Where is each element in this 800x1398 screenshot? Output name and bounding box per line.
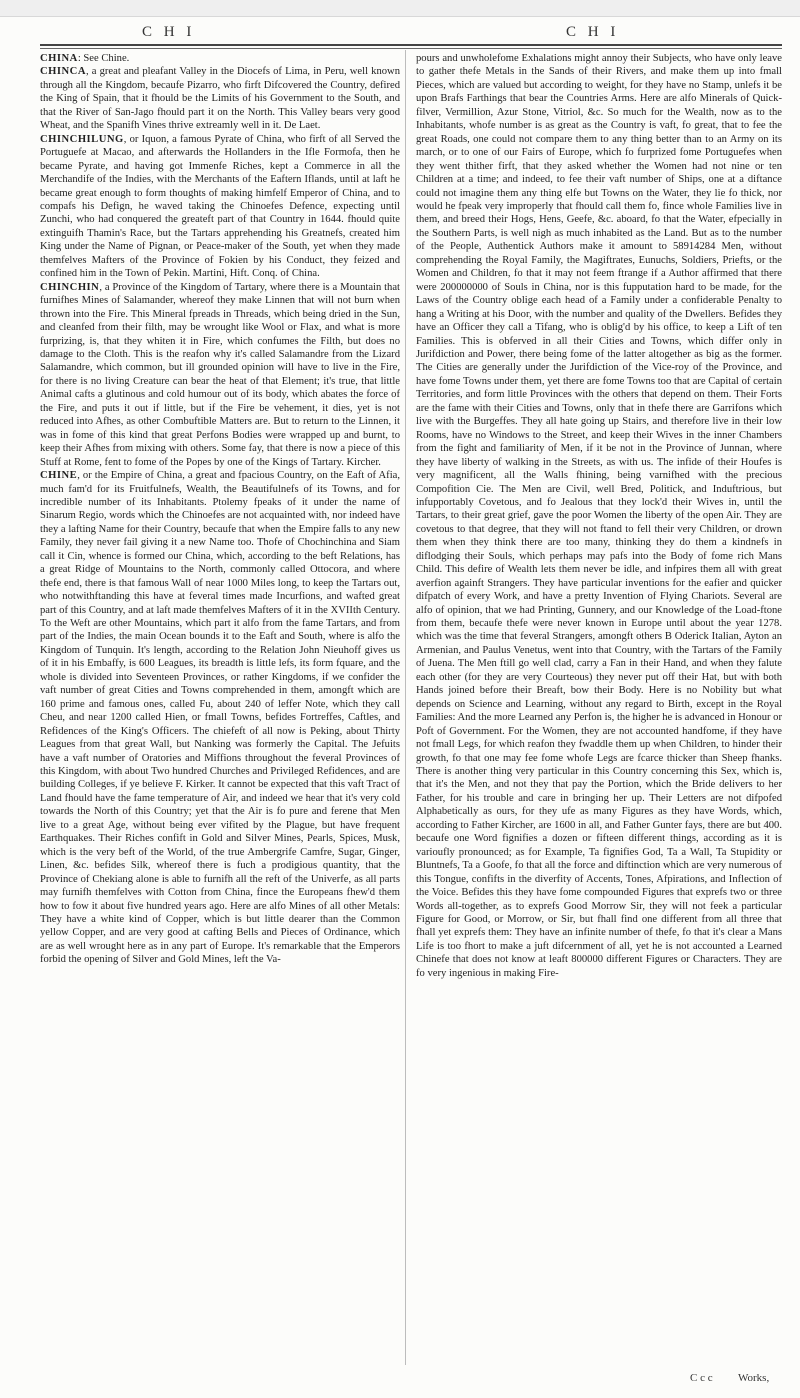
- entry-text: , or Iquon, a famous Pyrate of China, who firft of all Served the Portuguefe at Macao, and afterwards the Hollanders in the Ifle Formofa, then he became Pyrate, and having got Immenfe Riches, kept a Commerce in all the Merchandife of the Indies, with the Merchants of the Eaftern Iflands, until at laft he became great enough to form thoughts of making himfelf Emperor of China, and to compafs his Defign, he waved taking the Chinoefes Defence, expecting until Zunchi, who had conquered the greateft part of that Country in 1644. fhould quite extinguifh Thamin's Race, but the Tartars apprehending his Greatnefs, created him King under the Name of Pignan, or Peace-maker of the South, yet when they made themfelves Mafters of the Province of Fokien by his Conduct, they feized and confined him in the Town of Pekin. Martini, Hift. Conq. of China.: [40, 133, 400, 280]
- entry-chine-continued: [416, 52, 782, 980]
- entry-headword: CHINCHILUNG: [40, 133, 124, 145]
- scan-top-edge: [0, 0, 800, 17]
- entry-chine: [40, 469, 400, 967]
- running-head-right: C H I: [566, 24, 620, 40]
- header-rule: [40, 44, 782, 46]
- entry-headword: CHINCHIN: [40, 281, 100, 293]
- header-rule-thin: [40, 48, 782, 49]
- entry-china: [40, 52, 400, 65]
- entry-text: , or the Empire of China, a great and fpacious Country, on the Eaft of Afia, much fam'd for its Fruitfulnefs, Wealth, the Beautifulnefs of its Towns, and for incredible number of its Inhabitants. Ptolemy fpeaks of it under the name of Sinarum Regio, words which the Chinoefes are not acquainted with, nor indeed have they a lafting Name for their Country, becaufe that when the Empire falls to any new Family, they never fail giving it a new Name too. Thofe of Chochinchina and Siam call it Cin, whence is formed our China, which, according to the beft Relations, has a great Ridge of Mountains to the North, commonly called Ottocora, and where thefe end, there is that famous Wall of near 1000 Miles long, to keep the Tartars out, who notwithftanding this have at feveral times made Incurfions, and wafted great part of this Country, and at laft made themfelves Mafters of it in the XVIIth Century. To the Weft are other Mountains, which part it alfo from the fame Tartars, and from part of the Indies, the main Ocean bounds it to the Eaft and South, where is alfo the Kingdom of Tunquin. It's length, according to the Relation John Nieuhoff gives us of it in his Embaffy, is 600 Leagues, its breadth is little lefs, its form fquare, and the whole is divided into Seventeen Provinces, or rather Kingdoms, if we confider the vaft number of great Cities and Towns comprehended in them, amongft which are 160 prime and famous ones, called Fu, about 240 of leffer Note, which they call Cheu, and near 1200 called Hien, or fmall Towns, befides Fortreffes, Caftles, and Refidences of the King's Officers. The chiefeft of all now is Peking, about Thirty Leagues from that great Wall, but Nanking was formerly the Capital. The Jefuits have a vaft number of Oratories and Miffions throughout the feveral Provinces of this Kingdom, with about Two hundred Churches and Privileged Refidences, and are building Colleges, if ye believe F. Kirker. It cannot be expected that this vaft Tract of Land fhould have the fame temperature of Air, and indeed we hear that it's very cold towards the North of this Country; yet that the Air is fo pure and ferene that Men live to a great Age, without being ever vifited by the Plague, but have frequent Earthquakes. Their Riches confift in Gold and Silver Mines, Pearls, Spices, Musk, which is the very beft of the World, of the true Ambergrife Camfre, Sugar, Ginger, Linen, &c. befides Silk, whereof there is fuch a prodigious quantity, that the Province of Chekiang alone is able to furnifh all the reft of the Univerfe, as all parts may furnifh themfelves with Cotton from China, fince the Europeans fhew'd them how to fow it about five hundred years ago. Here are alfo Mines of all other Metals: They have a white kind of Copper, which is but little dearer than the Common yellow Copper, and are very good at cafting Bells and Pieces of Ordinance, which are as well wrought here as in any part of Europe. It's remarkable that the Emperors forbid the opening of Silver and Gold Mines, left the Va-: [40, 470, 400, 966]
- entry-text: , a great and pleafant Valley in the Diocefs of Lima, in Peru, well known through all the Kingdom, becaufe Pizarro, who firft Difcovered the Country, defired the King of Spain, that it fhould be the Limits of his Government to the South, and that the River of San-Jago fhould part it on the North. This Valley bears very good Wheat, and the Spanifh Vines thrive extreamly well in it. De Laet.: [40, 66, 400, 132]
- entry-headword: CHINE: [40, 470, 78, 482]
- entry-text: pours and unwholefome Exhalations might annoy their Subjects, who have only leave to gather thefe Metals in the Sands of their Rivers, and make them up into fmall Pieces, which are valued but according to weight, for they have no Stamp, unlefs it be upon Brafs Farthings that bear the Countries Arms. Here are alfo Minerals of Quick-filver, Vermillion, Azur Stone, Vitriol, &c. So much for the Wealth, now as to the Inhabitants, whofe number is as great as the Country is vaft, fo great, that to fee the great Roads, one could not compare them to any thing better than to an Army on its march, or to one of our Fairs of Europe, which fo furprized fome Portuguefes when they went thither firft, that they asked whether the Women had not nine or ten Children at a time; and indeed, to fee their vaft number of Ships, one at a diftance could not imagine them any thing elfe but Towns on the Water, they lie fo thick, nor would he fpeak very improperly that fhould call them fo, fince whole Families live in them, and breed their Hogs, Hens, Geefe, &c. aboard, fo that the Water, efpecially in the Southern Parts, is well nigh as much inhabited as the Land. But as to the number of the People, Authentick Authors make it amount to 58914284 Men, without comprehending the Royal Family, the Magiftrates, Eunuchs, Soldiers, Priefts, or the Women and Children, fo that it may not feem ftrange if a Author affirmed that there were 200000000 of Souls in China, nor is this fupputation hard to be made, for the Laws of the Country oblige each head of a Family under a confiderable Penalty to hang a Writing at his Door, with the number and quality of the Dwellers. Befides they have an Officer they call a Tifang, who is oblig'd by his office, to keep a Lift of ten Families. This is obferved in all their Cities and Towns, which differ only in Jurifdiction and Power, there being fome of the latter altogether as big as the former. The Cities are generally under the Jurifdiction of the Vice-roy of the Province, and have fome Towns under them, yet there are fome Towns too that are Capital of certain Territories, and form little Provinces with the others that depend on them. Their Forts are the fame with their Cities and Towns, only that in thefe there are Garrifons which live with the Burgeffes. They all hate going up Stairs, and therefore live in their low Rooms, have no Windows to the Street, and keep their Wives in the inner Chambers from the fight and familiarity of Men, if it be not in the Province of Junnan, where they have liberty of walking in the Streets, as with us. The infide of their Houfes is very magnificent, all the Walls fhining, being varnifhed with the precious Compofition Cie. The Men are Civil, well Bred, Politick, and Induftrious, but infupportably Covetous, and fo Jealous that they lock'd their Wives in, until the Tartars, to their great grief, gave the poor Women the liberty of the open Air. They are covetous to that degree, that they will not ftand to fell their very Children, or drown them when they think there are too many, thinking they do them a kindnefs in diflodging their Souls, which perhaps may pafs into the Body of fome rich Mans Child. This defire of Wealth lets them never be idle, and infpires them all with great averfion againft Strangers. They have particular inventions for the eafier and quicker difpatch of every Work, and have a pretty Invention of Flying Chariots. Several are alfo of opinion, that we had Printing, Gunnery, and our Knowledge of the Load-ftone from them, becaufe thefe were never known in Europe until about the year 1278. which was the time that feveral Strangers, amongft others B Oderick Italian, Ayton an Armenian, and Paulus Venetus, went into that Country, with the Tartars of the Family of Juena. The Men ftill go well clad, carry a Fan in their Hand, and when they falute each other (for they are very Courteous) they never put off their Hat, but with both Hands joined before their Breaft, bow their Body. Here is no Nobility but what depends on Science and Learning, without any regard to Birth, except in the Royal Families: And the more Learned any Perfon is, the higher he is advanced in Honour or Poft of Government. For the Women, they are not accounted handfome, if they have not fmall Legs, for which reafon they fwaddle them up when Children, to hinder their growth, fo that one may fee fome whofe Legs are fcarce thicker than Sheep fhanks. There is another thing very particular in this Country concerning this Sex, which is, that it's the Men, and not they that pay the Portion, which the Bride delivers to her Father, for his trouble and care in bringing her up. Their Letters are not difpofed Alphabetically as ours, for they ufe as many Figures as they have Words, which, according to Father Kircher, are 1600 in all, and Father Gunter fays, there are but 400. becaufe one Word fignifies a dozen or fifteen different things, according as it is varioufly pronounced; as for Example, Ta fignifies God, Ta a Wall, Ta Stupidity or Bluntnefs, Ta a Goofe, fo that all the force and diftinction which are very numerous of this Tongue, confifts in the diverfity of Accents, Tones, Afpirations, and Inflection of the Voice. Befides this they have fome compounded Figures that exprefs two or three Words all-together, as to exprefs Good Morrow Sir, they will not feek a particular Figure for Good, or Morrow, or Sir, but fhall find one different from all three that fhall yet exprefs them: They have an infinite number of thefe, fo that it's clear a Mans Life is too fhort to make a juft difcernment of all, yet he is not accounted a Learned Chinefe that does not know at leaft 800000 different Figures or Characters. They are fo very ingenious in making Fire-: [416, 53, 782, 979]
- running-head-left: C H I: [142, 24, 196, 40]
- entry-chinca: [40, 65, 400, 132]
- left-column: [40, 52, 400, 1382]
- entry-headword: CHINCA: [40, 66, 86, 78]
- right-column: [416, 52, 782, 1382]
- entry-headword: CHINA: [40, 53, 78, 64]
- entry-text: : See Chine.: [77, 53, 130, 64]
- catchword: Works,: [738, 1372, 770, 1384]
- entry-chinchilung: [40, 133, 400, 281]
- entry-text: , a Province of the Kingdom of Tartary, where there is a Mountain that furnifhes Mines of Salamander, whereof they make Linnen that will not burn when thrown into the Fire. This Mineral fpreads in Threads, which being dried in the Sun, and cleanfed from their filth, may be wrought like Wool or Flax, and what is more furprizing, is, that they whiten it in Fire, which confumes the Filth, but does no damage to the Cloth. This is the reafon why it's called Salamandre from the Lizard Salamandre, which common, but ill grounded opinion will have to live in the Fire, for there is no living Creature can bear the heat of that Element; it's true, that little Animal cafts a glutinous and cold humour out of its body, which abates the force of the Fire, and puts it out if little, but if the Fire be vehement, it dies, yet is not reduced into Afhes, as other Combuftible Matters are. But to return to the Linnen, it was in fome of this kind that great Perfons Bodies were wrapped up and burnt, to keep their Afhes from mixing with others. Some fay, that there is now a piece of this Stuff at Rome, fent to fome of the Popes by one of the Kings of Tartary. Kircher.: [40, 281, 400, 468]
- signature-mark: C c c: [690, 1372, 713, 1384]
- column-divider: [405, 50, 406, 1365]
- entry-chinchin: [40, 281, 400, 469]
